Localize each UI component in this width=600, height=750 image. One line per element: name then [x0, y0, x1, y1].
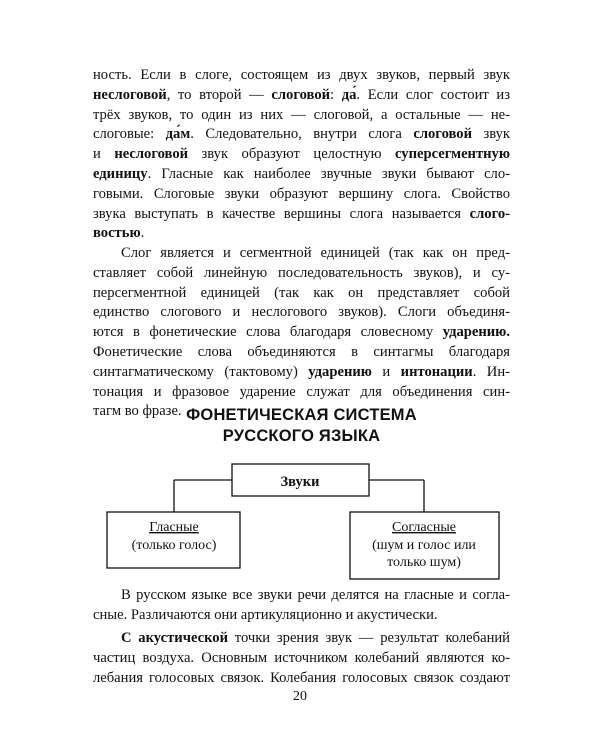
term-bold: слого-: [469, 205, 510, 222]
text-line: Слог является и сегментной единицей (так как он пред-: [121, 245, 510, 261]
box-consonants: [350, 512, 499, 579]
paragraph-vowels-consonants: [93, 586, 510, 626]
text-line: синтагматическому (тактовому) ударению и интонации. Ин-: [93, 363, 510, 380]
box-sounds: [232, 464, 369, 496]
text-line: звука выступать в качестве вершины слога называется слого-: [93, 205, 510, 222]
text-line: единицу. Гласные как наиболее звучные звуки бывают сло-: [93, 165, 510, 182]
label-consonants-desc-1: (шум и голос или: [372, 538, 476, 553]
paragraph-segment-unit: [93, 244, 510, 422]
term-bold: единицу: [93, 165, 148, 182]
box-vowels: [107, 512, 240, 568]
term-bold: неслоговой: [93, 86, 167, 103]
text-line: и неслоговой звук образуют целостную суперсегментную: [93, 146, 510, 163]
text-line: востью.: [93, 225, 145, 242]
term-bold: да́: [341, 86, 357, 103]
paragraph-syllabic: [93, 66, 510, 244]
text-line: говыми. Слоговые звуки образуют вершину слога. Свойство: [93, 185, 510, 202]
text-line: ставляет собой линейную последовательность звуков), и су-: [93, 264, 510, 281]
section-title: [93, 405, 510, 447]
label-vowels: Гласные: [149, 520, 199, 535]
term-bold: неслоговой: [114, 146, 189, 163]
text-line: единство слогового и неслогового звуков). Слоги объединя-: [93, 304, 510, 321]
term-bold: С акустической: [121, 630, 228, 646]
text-line: сные. Различаются они артикуляционно и акустически.: [93, 606, 438, 623]
term-bold: суперсегментную: [394, 146, 510, 163]
term-bold: ударению: [308, 363, 372, 380]
text-line: трёх звуков, то один из них — слоговой, а остальные — не-: [93, 106, 510, 123]
label-consonants: Согласные: [392, 520, 456, 535]
text-line: частиц воздуха. Основным источником колебаний являются ко-: [93, 649, 510, 666]
term-bold: слоговой: [271, 86, 331, 103]
term-bold: да́м: [165, 126, 191, 143]
text-line: В русском языке все звуки речи делятся на гласные и согла-: [121, 587, 510, 603]
text-line: неслоговой, то второй — слоговой: да́. Если слог состоит из: [93, 86, 510, 103]
text-line: персегментной единицей (так как он представляет собой: [93, 284, 510, 301]
term-bold: ударению.: [442, 324, 510, 341]
text-line: ность. Если в слоге, состоящем из двух звуков, первый звук: [93, 67, 510, 83]
text-line: слоговые: да́м. Следовательно, внутри слога слоговой звук: [93, 126, 511, 143]
text-line: С акустической точки зрения звук — результат колебаний: [121, 630, 510, 646]
label-vowels-desc: (только голос): [131, 538, 217, 553]
section-title-line-1: ФОНЕТИЧЕСКАЯ СИСТЕМА: [186, 406, 417, 424]
paragraph-acoustic: [93, 629, 510, 688]
section-title-line-2: РУССКОГО ЯЗЫКА: [222, 427, 381, 445]
page-number: 20: [293, 689, 307, 704]
label-consonants-desc-2: только шум): [387, 555, 461, 570]
text-line: тонация и фразовое ударение служат для объединения син-: [93, 383, 510, 400]
term-bold: слоговой: [413, 126, 472, 143]
text-line: лебания голосовых связок. Колебания голосовых связок создают: [93, 669, 510, 686]
term-bold: интонации: [400, 363, 473, 380]
text-line: Фонетические слова объединяются в синтагмы благодаря: [93, 343, 510, 360]
label-sounds: Звуки: [280, 474, 320, 490]
term-bold: востью: [93, 225, 141, 242]
text-line: ются в фонетические слова благодаря словесному ударению.: [93, 324, 510, 341]
text-line: тагм во фразе.: [93, 403, 182, 420]
